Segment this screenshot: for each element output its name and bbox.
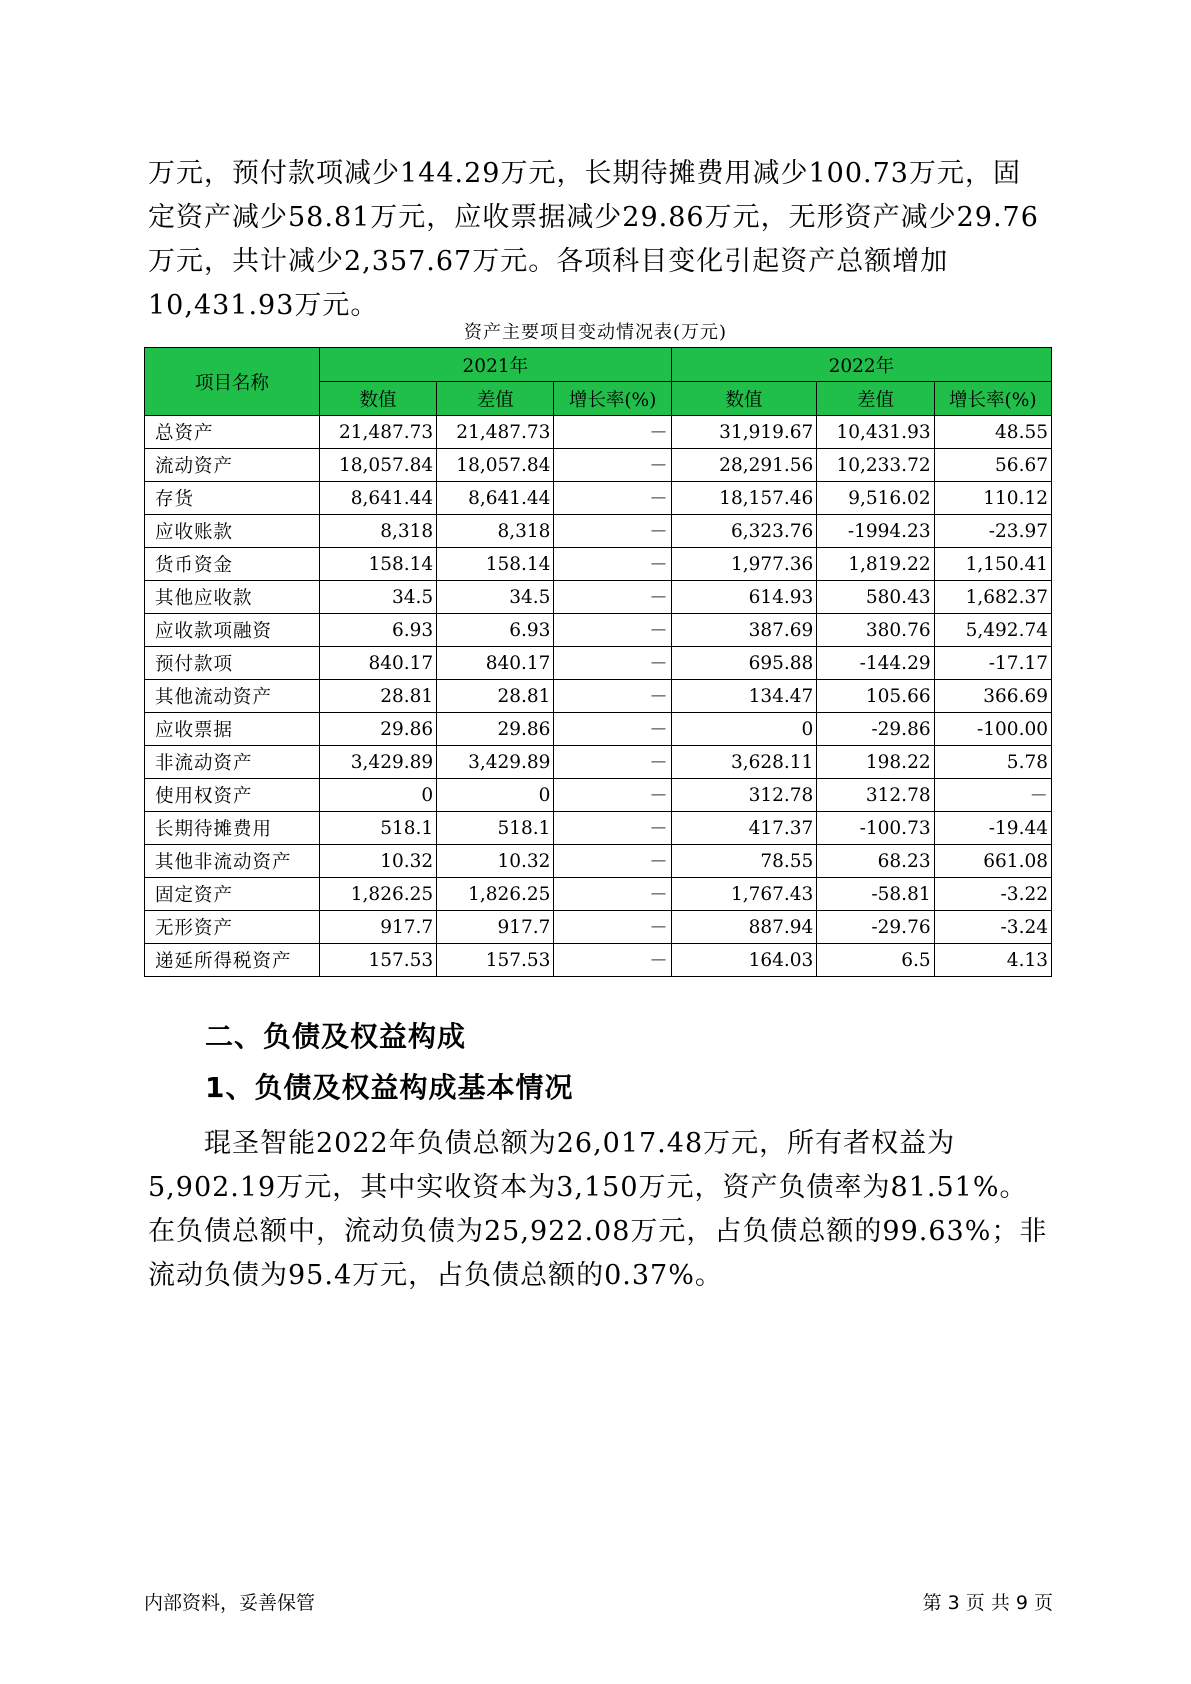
row-item-name: 固定资产 <box>145 878 320 911</box>
sub-header: 差值 <box>437 382 554 416</box>
table-cell: 3,628.11 <box>671 746 817 779</box>
row-item-name: 流动资产 <box>145 449 320 482</box>
table-cell: － <box>554 515 671 548</box>
row-item-name: 其他非流动资产 <box>145 845 320 878</box>
table-cell: 3,429.89 <box>319 746 436 779</box>
table-cell: -23.97 <box>934 515 1051 548</box>
sub-header: 数值 <box>671 382 817 416</box>
table-row <box>145 878 1052 911</box>
table-cell: 18,057.84 <box>319 449 436 482</box>
table-cell: 28.81 <box>319 680 436 713</box>
table-row <box>145 812 1052 845</box>
table-cell: 29.86 <box>319 713 436 746</box>
table-cell: － <box>554 581 671 614</box>
table-cell: － <box>554 944 671 977</box>
table-cell: 105.66 <box>817 680 934 713</box>
item-name-header: 项目名称 <box>145 348 320 416</box>
table-cell: 1,682.37 <box>934 581 1051 614</box>
table-row <box>145 680 1052 713</box>
table-cell: 1,767.43 <box>671 878 817 911</box>
row-item-name: 货币资金 <box>145 548 320 581</box>
table-cell: 8,318 <box>319 515 436 548</box>
table-cell: 917.7 <box>437 911 554 944</box>
table-row <box>145 416 1052 449</box>
table-cell: 8,641.44 <box>319 482 436 515</box>
table-cell: 417.37 <box>671 812 817 845</box>
footer-page-number: 第 3 页 共 9 页 <box>922 1592 1053 1614</box>
table-row <box>145 845 1052 878</box>
table-cell: -3.24 <box>934 911 1051 944</box>
table-cell: 1,977.36 <box>671 548 817 581</box>
table-cell: 8,641.44 <box>437 482 554 515</box>
row-item-name: 其他应收款 <box>145 581 320 614</box>
table-cell: － <box>554 548 671 581</box>
table-cell: 158.14 <box>319 548 436 581</box>
table-cell: 614.93 <box>671 581 817 614</box>
table-cell: 78.55 <box>671 845 817 878</box>
table-cell: 0 <box>671 713 817 746</box>
table-cell: 0 <box>319 779 436 812</box>
row-item-name: 应收票据 <box>145 713 320 746</box>
table-cell: － <box>554 812 671 845</box>
row-item-name: 预付款项 <box>145 647 320 680</box>
table-cell: 8,318 <box>437 515 554 548</box>
table-row <box>145 614 1052 647</box>
row-item-name: 总资产 <box>145 416 320 449</box>
table-cell: － <box>554 713 671 746</box>
sub-header: 增长率(%) <box>554 382 671 416</box>
table-cell: 157.53 <box>319 944 436 977</box>
footer-confidential-note: 内部资料，妥善保管 <box>144 1592 316 1614</box>
table-cell: -29.86 <box>817 713 934 746</box>
table-cell: 158.14 <box>437 548 554 581</box>
intro-paragraph: 万元，预付款项减少144.29万元，长期待摊费用减少100.73万元，固定资产减少58.81万元，应收票据减少29.86万元，无形资产减少29.76万元，共计减少2,357.67万元。各项科目变化引起资产总额增加10,431.93万元。 <box>148 158 1039 321</box>
table-cell: 6.93 <box>437 614 554 647</box>
table-cell: 695.88 <box>671 647 817 680</box>
table-cell: -3.22 <box>934 878 1051 911</box>
sub-header: 差值 <box>817 382 934 416</box>
year-header-2022: 2022年 <box>671 348 1051 382</box>
table-cell: － <box>554 680 671 713</box>
table-cell: 6.5 <box>817 944 934 977</box>
table-cell: 661.08 <box>934 845 1051 878</box>
table-cell: 3,429.89 <box>437 746 554 779</box>
table-row <box>145 548 1052 581</box>
table-cell: 18,057.84 <box>437 449 554 482</box>
table-cell: 6,323.76 <box>671 515 817 548</box>
table-row <box>145 779 1052 812</box>
table-cell: － <box>554 845 671 878</box>
table-cell: － <box>554 647 671 680</box>
table-body <box>145 416 1052 977</box>
table-cell: 840.17 <box>437 647 554 680</box>
table-cell: 1,150.41 <box>934 548 1051 581</box>
table-cell: 1,826.25 <box>319 878 436 911</box>
table-cell: 34.5 <box>319 581 436 614</box>
table-cell: 18,157.46 <box>671 482 817 515</box>
table-cell: 380.76 <box>817 614 934 647</box>
table-cell: 10,233.72 <box>817 449 934 482</box>
table-cell: -1994.23 <box>817 515 934 548</box>
table-cell: 840.17 <box>319 647 436 680</box>
table-cell: 29.86 <box>437 713 554 746</box>
table-cell: -100.73 <box>817 812 934 845</box>
table-cell: 387.69 <box>671 614 817 647</box>
table-cell: 110.12 <box>934 482 1051 515</box>
table-cell: 34.5 <box>437 581 554 614</box>
body-paragraph-text: 琨圣智能2022年负债总额为26,017.48万元，所有者权益为5,902.19万元，其中实收资本为3,150万元，资产负债率为81.51%。在负债总额中，流动负债为25,922.08万元，占负债总额的99.63%；非流动负债为95.4万元，占负债总额的0.37%。 <box>148 1128 1048 1291</box>
table-cell: 28,291.56 <box>671 449 817 482</box>
table-cell: 157.53 <box>437 944 554 977</box>
row-item-name: 非流动资产 <box>145 746 320 779</box>
table-cell: 21,487.73 <box>319 416 436 449</box>
row-item-name: 无形资产 <box>145 911 320 944</box>
table-cell: 48.55 <box>934 416 1051 449</box>
table-row <box>145 713 1052 746</box>
table-caption: 资产主要项目变动情况表(万元) <box>463 322 728 343</box>
sub-heading: 1、负债及权益构成基本情况 <box>205 1071 574 1104</box>
body-paragraph <box>148 1122 1048 1298</box>
table-row <box>145 482 1052 515</box>
table-cell: － <box>934 779 1051 812</box>
table-cell: 21,487.73 <box>437 416 554 449</box>
table-cell: － <box>554 911 671 944</box>
asset-change-table <box>144 347 1052 977</box>
table-cell: 10.32 <box>319 845 436 878</box>
table-cell: － <box>554 416 671 449</box>
table-cell: 917.7 <box>319 911 436 944</box>
table-row <box>145 581 1052 614</box>
table-cell: － <box>554 482 671 515</box>
table-row <box>145 746 1052 779</box>
table-cell: － <box>554 449 671 482</box>
table-cell: 31,919.67 <box>671 416 817 449</box>
table-cell: － <box>554 614 671 647</box>
row-item-name: 递延所得税资产 <box>145 944 320 977</box>
table-cell: -17.17 <box>934 647 1051 680</box>
table-row <box>145 647 1052 680</box>
table-cell: -58.81 <box>817 878 934 911</box>
table-cell: 5.78 <box>934 746 1051 779</box>
table-row <box>145 911 1052 944</box>
table-cell: -19.44 <box>934 812 1051 845</box>
table-cell: 312.78 <box>817 779 934 812</box>
table-cell: -100.00 <box>934 713 1051 746</box>
table-cell: 134.47 <box>671 680 817 713</box>
table-cell: 4.13 <box>934 944 1051 977</box>
table-cell: － <box>554 746 671 779</box>
table-row <box>145 449 1052 482</box>
table-cell: -29.76 <box>817 911 934 944</box>
sub-header: 增长率(%) <box>934 382 1051 416</box>
table-cell: -144.29 <box>817 647 934 680</box>
table-cell: － <box>554 878 671 911</box>
table-cell: 580.43 <box>817 581 934 614</box>
table-cell: 5,492.74 <box>934 614 1051 647</box>
table-cell: 164.03 <box>671 944 817 977</box>
table-cell: 0 <box>437 779 554 812</box>
row-item-name: 长期待摊费用 <box>145 812 320 845</box>
table-cell: 28.81 <box>437 680 554 713</box>
section-heading: 二、负债及权益构成 <box>205 1020 467 1053</box>
table-cell: 366.69 <box>934 680 1051 713</box>
table-cell: 68.23 <box>817 845 934 878</box>
row-item-name: 其他流动资产 <box>145 680 320 713</box>
sub-header: 数值 <box>319 382 436 416</box>
table-cell: 198.22 <box>817 746 934 779</box>
table-cell: 518.1 <box>319 812 436 845</box>
table-cell: 312.78 <box>671 779 817 812</box>
table-row <box>145 944 1052 977</box>
table-cell: － <box>554 779 671 812</box>
row-item-name: 应收款项融资 <box>145 614 320 647</box>
row-item-name: 使用权资产 <box>145 779 320 812</box>
table-cell: 1,826.25 <box>437 878 554 911</box>
table-row <box>145 515 1052 548</box>
table-cell: 6.93 <box>319 614 436 647</box>
table-cell: 887.94 <box>671 911 817 944</box>
row-item-name: 应收账款 <box>145 515 320 548</box>
year-header-2021: 2021年 <box>319 348 671 382</box>
table-cell: 9,516.02 <box>817 482 934 515</box>
table-cell: 56.67 <box>934 449 1051 482</box>
table-cell: 518.1 <box>437 812 554 845</box>
table-cell: 10.32 <box>437 845 554 878</box>
row-item-name: 存货 <box>145 482 320 515</box>
table-cell: 1,819.22 <box>817 548 934 581</box>
table-cell: 10,431.93 <box>817 416 934 449</box>
